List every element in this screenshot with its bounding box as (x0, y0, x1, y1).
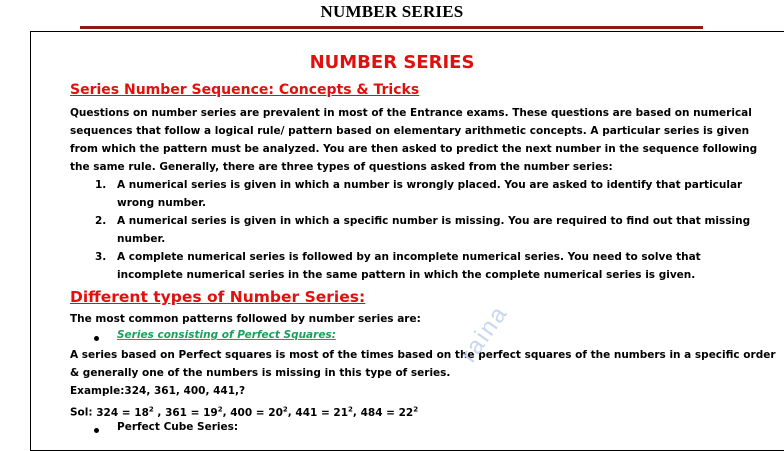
item2-title: Perfect Cube Series: (117, 421, 239, 433)
paragraph-line: & generally one of the numbers is missing in this type of series. (70, 367, 451, 379)
section2-heading: Different types of Number Series: (70, 288, 366, 306)
list-item-line: A numerical series is given in which a specific number is missing. You are required to find out that missing (117, 215, 751, 227)
list-number: 2. (95, 215, 107, 227)
section1-heading: Series Number Sequence: Concepts & Tricks (70, 82, 420, 98)
solution-prefix: Sol: (70, 406, 93, 419)
paragraph-line: sequences that follow a logical rule/ pattern based on elementary arithmetic concepts. A particular series is given (70, 125, 750, 137)
section2-intro: The most common patterns followed by number series are: (70, 313, 421, 325)
list-item-line: number. (117, 233, 166, 245)
example-line: Example:324, 361, 400, 441,? (70, 385, 246, 397)
paragraph-line: Questions on number series are prevalent in most of the Entrance exams. These questions are based on numerical (70, 107, 752, 119)
page-header: NUMBER SERIES (320, 2, 464, 21)
list-number: 1. (95, 179, 107, 191)
list-item-line: A numerical series is given in which a number is wrongly placed. You are asked to identify that particular (117, 179, 743, 191)
solution-line: Sol: $324 = 18^2$ , $361 = 19^2$, $400 = 20^2$, $441 = 21^2$, $484 = 22^2$ (70, 405, 419, 419)
solution-term: $361 = 19^2$ (165, 405, 223, 419)
paragraph-line: the same rule. Generally, there are three types of questions asked from the number series: (70, 161, 613, 173)
solution-term: $441 = 21^2$ (295, 405, 353, 419)
solution-term: $324 = 18^2$ (96, 405, 154, 419)
paragraph-line: A series based on Perfect squares is most of the times based on the perfect squares of the numbers in a specific order (70, 349, 776, 361)
item1-title: Series consisting of Perfect Squares: (117, 329, 336, 341)
solution-term: $484 = 22^2$ (360, 405, 419, 419)
paragraph-line: from which the pattern must be analyzed. You are then asked to predict the next number in the sequence following (70, 143, 758, 155)
bullet-icon (94, 336, 99, 341)
header-rule (80, 26, 703, 29)
list-number: 3. (95, 251, 107, 263)
watermark: raina (455, 300, 514, 368)
list-item-line: incomplete numerical series in the same pattern in which the complete numerical series is given. (117, 269, 696, 281)
list-item-line: A complete numerical series is followed by an incomplete numerical series. You need to solve that (117, 251, 701, 263)
doc-title: NUMBER SERIES (309, 52, 475, 73)
list-item-line: wrong number. (117, 197, 206, 209)
bullet-icon (94, 428, 99, 433)
solution-term: $400 = 20^2$ (230, 405, 288, 419)
